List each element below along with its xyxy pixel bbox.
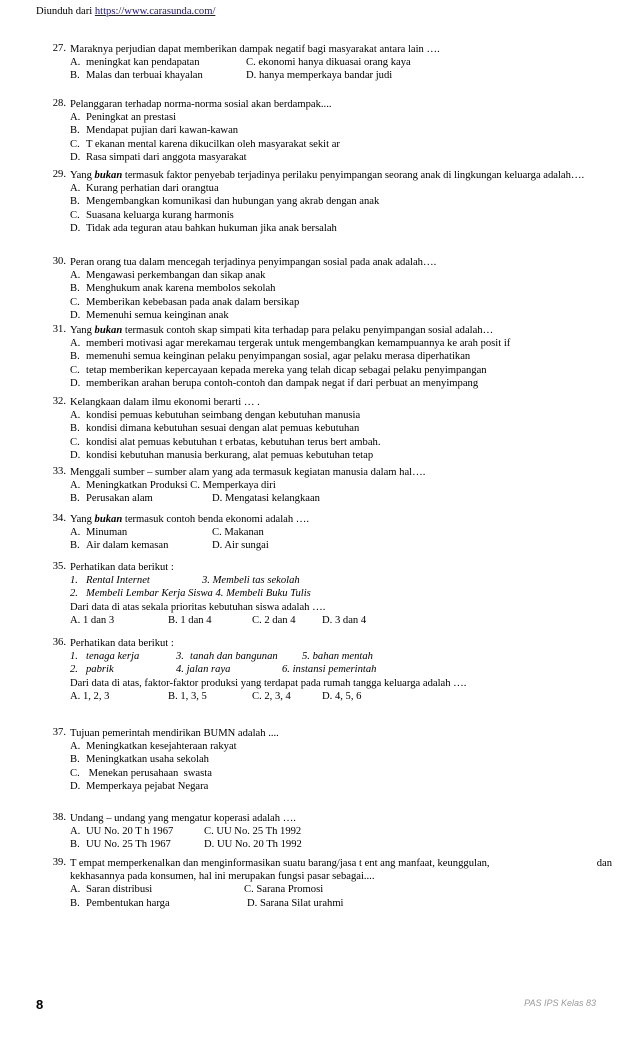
option-a: A. Mengawasi perkembangan dan sikap anak — [70, 270, 266, 282]
option-row: B. UU No. 25 Th 1967 D. UU No. 20 Th 1992 — [70, 839, 302, 851]
footer-label: PAS IPS Kelas 83 — [524, 998, 596, 1008]
option-b: B. Mengembangkan komunikasi dan hubungan yang akrab dengan anak — [70, 196, 380, 208]
question-number: 30. — [52, 256, 66, 267]
option-row: B. Air dalam kemasan D. Air sungai — [70, 540, 269, 552]
option-b: B. memenuhi semua keinginan pelaku penyimpangan sosial, agar pelaku merasa diperhatikan — [70, 351, 471, 363]
option-c: C. kondisi alat pemuas kebutuhan t erbatas, kebutuhan terus bert ambah. — [70, 436, 381, 448]
source-header — [36, 6, 215, 17]
question-stem: Yang bukan termasuk contoh benda ekonomi adalah …. — [70, 514, 310, 525]
question-30 — [30, 256, 610, 322]
option-d: D. Rasa simpati dari anggota masyarakat — [70, 151, 247, 163]
question-37 — [30, 727, 610, 793]
option-c: C. UU No. 25 Th 1992 — [204, 826, 302, 838]
option-d: D. UU No. 20 Th 1992 — [204, 839, 302, 851]
question-number: 31. — [52, 324, 66, 335]
option-d: D. memberikan arahan berupa contoh-contoh dan dampak negat if dari perbuat an menyimpang — [70, 377, 479, 389]
question-36 — [30, 637, 610, 703]
question-number: 29. — [52, 169, 66, 180]
emphasis-word: bukan — [94, 170, 123, 181]
question-stem: Peran orang tua dalam mencegah terjadinya penyimpangan sosial pada anak adalah…. — [70, 257, 437, 268]
option-c: C. tetap memberikan kepercayaan kepada mereka yang telah dicap sebagai pelaku penyimpangan — [70, 364, 487, 376]
option-b: B. Meningkatkan usaha sekolah — [70, 754, 209, 766]
question-number: 36. — [52, 637, 66, 648]
source-prefix: Diunduh dari — [36, 6, 93, 17]
option-b: UU No. 25 Th 1967 — [86, 839, 171, 851]
option-d: D. 3 dan 4 — [322, 614, 367, 626]
question-39 — [30, 857, 610, 910]
question-29 — [30, 169, 610, 235]
question-34 — [30, 513, 610, 553]
question-stem: Perhatikan data berikut : — [70, 562, 174, 573]
question-stem: Yang bukan termasuk contoh skap simpati kita terhadap para pelaku penyimpangan sosial adalah… — [70, 325, 494, 336]
option-c: C. 2, 3, 4 — [252, 690, 291, 702]
option-b: Perusakan alam — [86, 493, 153, 505]
question-stem: T empat memperkenalkan dan menginformasikan suatu barang/jasa t ent ang manfaat, keunggulan, dan — [70, 858, 612, 869]
option-a: meningkat kan pendapatan — [86, 57, 200, 69]
option-b: B. 1, 3, 5 — [168, 690, 207, 702]
option-d: D. 4, 5, 6 — [322, 690, 362, 702]
option-c: C. Makanan — [212, 527, 264, 539]
option-c: C. 2 dan 4 — [252, 614, 296, 626]
emphasis-word: bukan — [94, 325, 123, 336]
option-d: D. Memenuhi semua keinginan anak — [70, 309, 229, 321]
question-stem: Undang – undang yang mengatur koperasi adalah …. — [70, 813, 296, 824]
option-row: B. Perusakan alam D. Mengatasi kelangkaan — [70, 493, 320, 505]
question-28 — [30, 98, 610, 164]
option-b: B. Mendapat pujian dari kawan-kawan — [70, 125, 239, 137]
option-c: C. ekonomi hanya dikuasai orang kaya — [246, 57, 411, 69]
option-d: D. Mengatasi kelangkaan — [212, 493, 320, 505]
question-number: 27. — [52, 43, 66, 54]
question-stem-continued: kekhasannya pada konsumen, hal ini merupakan fungsi pasar sebagai.... — [70, 871, 375, 883]
option-a: A. kondisi pemuas kebutuhan seimbang dengan kebutuhan manusia — [70, 410, 361, 422]
option-c: C. T ekanan mental karena dikucilkan oleh masyarakat sekit ar — [70, 138, 340, 150]
option-a: A. Meningkatkan kesejahteraan rakyat — [70, 741, 237, 753]
option-row — [70, 614, 610, 627]
question-stem: Maraknya perjudian dapat memberikan dampak negatif bagi masyarakat antara lain …. — [70, 44, 440, 55]
question-27 — [30, 43, 610, 83]
question-33 — [30, 466, 610, 506]
option-row: A. Saran distribusi C. Sarana Promosi — [70, 884, 324, 896]
option-c: C. Memberikan kebebasan pada anak dalam bersikap — [70, 296, 300, 308]
option-a: A. Kurang perhatian dari orangtua — [70, 183, 219, 195]
option-row — [70, 690, 610, 703]
data-item-row: 2. pabrik 4. jalan raya 6. instansi pemerintah — [70, 664, 377, 676]
data-item-row: 1. Rental Internet 3. Membeli tas sekolah — [70, 575, 300, 587]
question-number: 32. — [52, 396, 66, 407]
question-stem: Perhatikan data berikut : — [70, 638, 174, 649]
question-number: 35. — [52, 561, 66, 572]
question-32 — [30, 396, 610, 462]
option-row: A. meningkat kan pendapatan C. ekonomi hanya dikuasai orang kaya — [70, 57, 411, 69]
option-d: D. Memperkaya pejabat Negara — [70, 780, 209, 792]
question-number: 39. — [52, 857, 66, 868]
question-number: 37. — [52, 727, 66, 738]
option-a: A. 1 dan 3 — [70, 614, 115, 626]
option-c: C. Sarana Promosi — [244, 884, 324, 896]
option-b: B. 1 dan 4 — [168, 614, 212, 626]
option-row: A. UU No. 20 T h 1967 C. UU No. 25 Th 1992 — [70, 826, 302, 838]
question-number: 28. — [52, 98, 66, 109]
option-a: Saran distribusi — [86, 884, 153, 896]
option-c: C. Menekan perusahaan swasta — [70, 767, 212, 779]
page-number: 8 — [36, 997, 44, 1012]
question-prompt: Dari data di atas sekala prioritas kebutuhan siswa adalah …. — [70, 601, 326, 613]
option-b: B. kondisi dimana kebutuhan sesuai dengan alat pemuas kebutuhan — [70, 423, 360, 435]
option-b: B. Menghukum anak karena membolos sekolah — [70, 283, 276, 295]
source-link[interactable]: https://www.carasunda.com/ — [94, 6, 216, 17]
question-stem: Yang bukan termasuk faktor penyebab terjadinya perilaku penyimpangan seorang anak di lingkungan keluarga adalah…. — [70, 170, 585, 181]
question-number: 38. — [52, 812, 66, 823]
option-d: D. kondisi kebutuhan manusia berkurang, alat pemuas kebutuhan tetap — [70, 449, 374, 461]
option-a: UU No. 20 T h 1967 — [86, 826, 174, 838]
option-d: D. hanya memperkaya bandar judi — [246, 70, 393, 82]
question-stem: Menggali sumber – sumber alam yang ada termasuk kegiatan manusia dalam hal…. — [70, 467, 426, 478]
option-row: A. Meningkatkan Produksi C. Memperkaya diri — [70, 480, 276, 492]
option-row: A. Minuman C. Makanan — [70, 527, 264, 539]
question-stem: Pelanggaran terhadap norma-norma sosial akan berdampak.... — [70, 99, 332, 110]
option-c: C. Suasana keluarga kurang harmonis — [70, 209, 234, 221]
question-stem: Tujuan pemerintah mendirikan BUMN adalah .... — [70, 728, 279, 739]
data-item-row: 1. tenaga kerja 3. tanah dan bangunan 5. bahan mentah — [70, 651, 373, 663]
question-31 — [30, 324, 610, 390]
option-a: A. memberi motivasi agar merekamau tergerak untuk mengembangkan kemampuannya ke arah posit if — [70, 338, 511, 350]
option-b: Pembentukan harga — [86, 897, 170, 909]
data-item-row: 2. Membeli Lembar Kerja Siswa 4. Membeli Buku Tulis — [70, 588, 311, 600]
option-a: A. 1, 2, 3 — [70, 690, 110, 702]
option-b: Air dalam kemasan — [86, 540, 169, 552]
option-d: D. Air sungai — [212, 540, 269, 552]
option-d: D. Tidak ada teguran atau bahkan hukuman jika anak bersalah — [70, 222, 337, 234]
option-row: B. Pembentukan harga D. Sarana Silat urahmi — [70, 897, 344, 909]
option-a-c: Meningkatkan Produksi C. Memperkaya diri — [86, 480, 276, 492]
emphasis-word: bukan — [94, 514, 123, 525]
option-b: Malas dan terbuai khayalan — [86, 70, 203, 82]
question-38 — [30, 812, 610, 852]
question-number: 34. — [52, 513, 66, 524]
question-prompt: Dari data di atas, faktor-faktor produksi yang terdapat pada rumah tangga keluarga adalah …. — [70, 677, 467, 689]
option-a: A. Peningkat an prestasi — [70, 112, 177, 124]
question-number: 33. — [52, 466, 66, 477]
question-stem: Kelangkaan dalam ilmu ekonomi berarti … . — [70, 397, 260, 408]
option-d: D. Sarana Silat urahmi — [247, 897, 344, 909]
question-35 — [30, 561, 610, 627]
option-row: B. Malas dan terbuai khayalan D. hanya memperkaya bandar judi — [70, 70, 393, 82]
option-a: Minuman — [86, 527, 128, 539]
